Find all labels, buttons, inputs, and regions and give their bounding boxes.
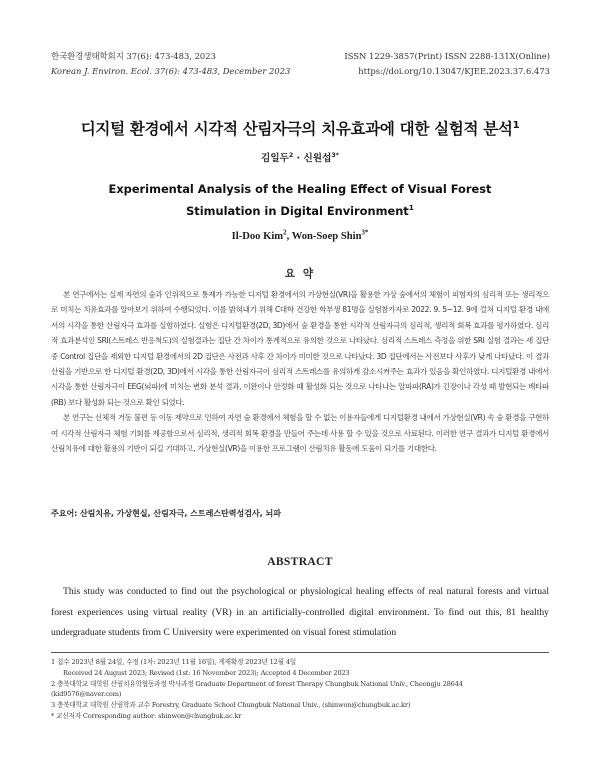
author-en-2-mark: 3* <box>361 229 369 237</box>
author-en-separator: , <box>286 231 292 242</box>
authors-english <box>0 231 600 242</box>
footnote-2-email[interactable]: (kid9576@naver.com) <box>51 690 122 699</box>
doi-link[interactable]: https://doi.org/10.13047/KJEE.2023.37.6.473 <box>358 66 550 76</box>
footnote-3: 3 충북대학교 대학원 산림학과 교수 Forestry, Graduate School Chungbuk National Univ., (shinwon@chungbuk.ac.kr) <box>51 701 411 710</box>
abstract-english-paragraph-1: This study was conducted to find out the psychological or physiological healing effects of real natural forests and virtual forest experiences using virtual reality (VR) in an artificially-controlled digital environment. To find out this, 81 healthy undergraduate students from C University were experimented on visual forest stimulation <box>51 586 549 639</box>
footnote-divider <box>51 652 549 653</box>
title-english <box>70 178 530 222</box>
abstract-english-heading: ABSTRACT <box>267 555 333 568</box>
author-ko-2: 신원섭 <box>303 153 332 164</box>
footnote-1-en: Received 24 August 2023; Revised (1st: 16 November 2023); Accepted 4 December 2023 <box>63 668 350 677</box>
issn-text: ISSN 1229-3857(Print) ISSN 2288-131X(Online) <box>344 51 550 61</box>
journal-citation-en: Korean J. Environ. Ecol. 37(6): 473-483, December 2023 <box>51 66 291 76</box>
abstract-korean <box>51 287 549 456</box>
author-ko-2-mark: 3* <box>331 151 339 159</box>
abstract-korean-heading: 요 약 <box>284 268 316 280</box>
author-ko-1-mark: 2 <box>288 151 294 159</box>
author-en-2: Won-Soep Shin <box>291 231 362 242</box>
title-korean-footnote-mark: 1 <box>512 119 520 131</box>
journal-identifiers <box>344 49 550 79</box>
authors-korean <box>0 150 600 164</box>
footnote-1-ko: 1 접수 2023년 8월 24일, 수정 (1차: 2023년 11월 16일), 게재확정 2023년 12월 4일 <box>51 658 297 666</box>
footnote-corresponding-author: * 교신저자 Corresponding author: shinwon@chungbuk.ac.kr <box>51 711 242 720</box>
footnote-2: 2 충북대학교 대학원 산림치유학협동과정 박사과정 Graduate Department of forest Therapy Chungbuk National Univ., Cheongju 28644 <box>51 679 463 688</box>
author-en-1-mark: 2 <box>283 229 287 237</box>
title-english-text: Experimental Analysis of the Healing Effect of Visual Forest Stimulation in Digital Environment <box>108 182 492 218</box>
title-korean-text: 디지털 환경에서 시각적 산림자극의 치유효과에 대한 실험적 분석 <box>80 120 513 138</box>
abstract-korean-paragraph-2: 본 연구는 신체적 거동 불편 등 이동 제약으로 인하여 자연 숲 환경에서 체험을 할 수 없는 이용자들에게 디지털환경 내에서 가상현실(VR) 속 숲 환경을 구현하여 시각적 산림자극 체험 기회를 제공함으로서 심리적, 생리적 회복 환경을 만들어 주는데 사용 할 수 있을 것으로 사료된다. 이러한 연구 결과가 디지털 환경에서 산림치유에 대한 활용의 기반이 되길 기대하고, 가상현실(VR)을 이용한 프로그램이 산림치유 활동에 도움이 되기를 기대한다. <box>51 413 549 454</box>
title-korean <box>0 117 600 139</box>
journal-citation <box>51 49 290 79</box>
abstract-korean-paragraph-1: 본 연구에서는 실제 자연의 숲과 인위적으로 통제가 가능한 디지털 환경에서의 가상현실(VR)을 활용한 가상 숲에서의 체험이 피험자의 심리적 또는 생리적으로 미치는 치유효과를 알아보기 위하여 수행되었다. 이를 밝혀내기 위해 C대학 건강한 학부생 81명을 실험참가자로 2022. 9. 5~12. 9에 걸쳐 디지털 환경 내에서의 시각을 통한 산림자극 효과를 실험하였다. 실험은 디지털환경(2D, 3D)에서 숲 환경을 통한 시각적 산림자극의 심리적, 생리적 회복 효과를 평가하였다. 심리적 효과분석인 SRI(스트레스 반응척도)의 실험결과는 집단 간 차이가 통계적으로 유의한 것으로 나타났다. 심리적 스트레스 측정을 위한 SRI 실험 결과는 세 집단 중 Control 집단을 제외한 디지털 환경에서의 2D 집단은 사전과 사후 간 차이가 미미한 것으로 나타났다. 3D 집단에서는 사전보다 사후가 낮게 나타났다. 이 결과 산림을 기반으로 한 디지털 환경(2D, 3D)에서 시각을 통한 산림자극이 심리적 스트레스를 유의하게 감소시켜주는 효과가 있음을 확인하였다. 디지털환경 내에서 시각을 통한 산림자극이 EEG(뇌파)에 미치는 변화 분석 결과, 이완이나 안정화 때 활성화 되는 것으로 나타나는 알파파(RA)가 긴장이나 각성 때 발현되는 베타파(RB) 보다 활성화 되는 것으로 확인 되었다. <box>51 290 549 407</box>
title-english-footnote-mark: 1 <box>408 203 414 213</box>
keywords-label: 주요어: <box>51 509 78 518</box>
journal-citation-ko: 한국환경생태학회지 37(6): 473-483, 2023 <box>51 51 216 61</box>
abstract-english <box>51 582 549 644</box>
author-ko-1: 김일두 <box>261 153 289 164</box>
author-ko-separator: · <box>293 153 304 164</box>
author-en-1: Il-Doo Kim <box>231 231 284 242</box>
keywords-line <box>51 508 549 519</box>
keywords-list: 산림치유, 가상현실, 산림자극, 스트레스탄력성검사, 뇌파 <box>79 509 281 518</box>
footnotes <box>51 657 549 722</box>
